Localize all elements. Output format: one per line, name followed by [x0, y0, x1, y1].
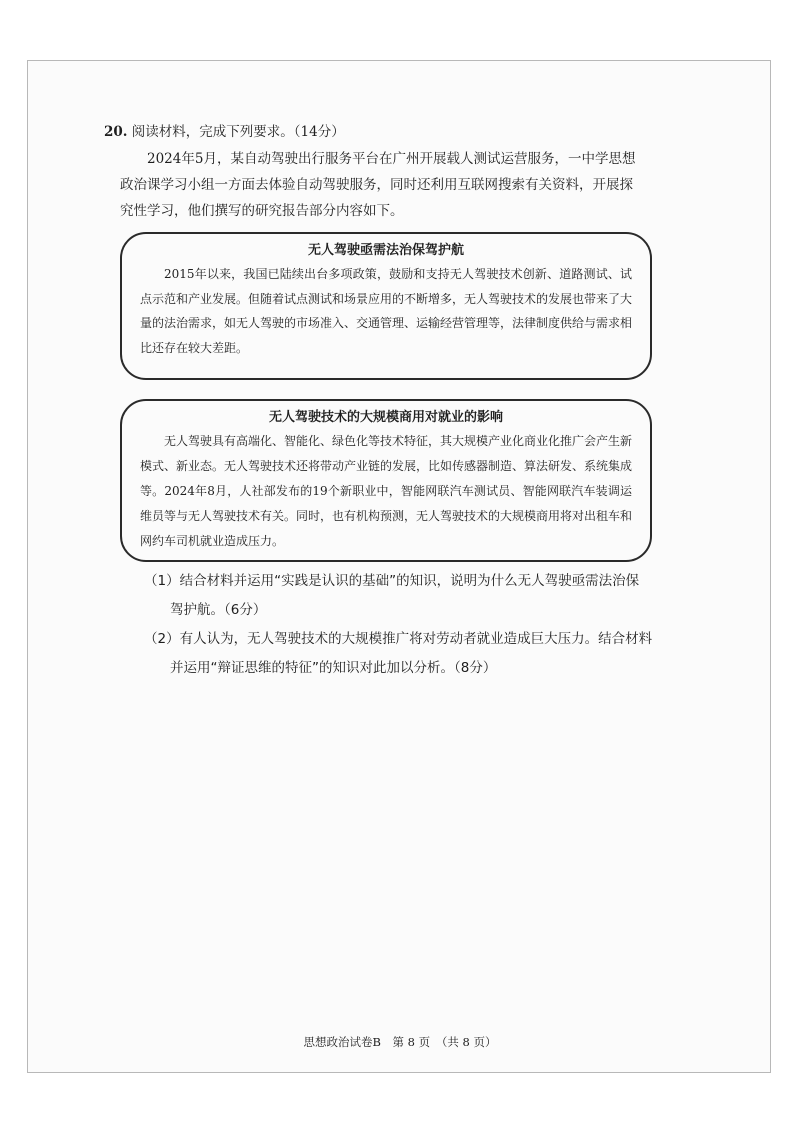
question-header: [104, 120, 345, 140]
sub-question-1-cont: 驾护航。（6分）: [170, 602, 267, 618]
material-box-1: [120, 232, 652, 380]
material-box-2-body: 无人驾驶具有高端化、智能化、绿色化等技术特征，其大规模产业化商业化推广会产生新模式、新业态。无人驾驶技术还将带动产业链的发展，比如传感器制造、算法研发、系统集成等。2024年8月，人社部发布的19个新职业中，智能网联汽车测试员、智能网联汽车装调运维员等与无人驾驶技术有关。同时，也有机构预测，无人驾驶技术的大规模商用将对出租车和网约车司机就业造成压力。: [140, 434, 633, 548]
sub-question-1: [144, 567, 656, 625]
sub-question-1-lead: （1）结合材料并运用“实践是认识的基础”的知识，说明为什么无人驾驶亟需法治保: [144, 573, 640, 589]
question-intro: 2024年5月，某自动驾驶出行服务平台在广州开展载人测试运营服务，一中学思想政治课学习小组一方面去体验自动驾驶服务，同时还利用互联网搜索有关资料，开展探究性学习，他们撰写的研究报告部分内容如下。: [120, 151, 636, 219]
page-footer: 思想政治试卷B 第 8 页 （共 8 页）: [303, 1035, 497, 1049]
sub-question-2-lead: （2）有人认为，无人驾驶技术的大规模推广将对劳动者就业造成巨大压力。结合材料: [144, 631, 653, 647]
material-box-2: [120, 399, 652, 562]
question-number: 20.: [104, 124, 128, 140]
material-box-1-title: 无人驾驶亟需法治保驾护航: [307, 243, 464, 258]
material-box-2-title: 无人驾驶技术的大规模商用对就业的影响: [268, 410, 503, 425]
sub-question-2-cont: 并运用“辩证思维的特征”的知识对此加以分析。（8分）: [170, 660, 497, 676]
material-box-1-body: 2015年以来，我国已陆续出台多项政策，鼓励和支持无人驾驶技术创新、道路测试、试点示范和产业发展。但随着试点测试和场景应用的不断增多，无人驾驶技术的发展也带来了大量的法治需求，如无人驾驶的市场准入、交通管理、运输经营管理等，法律制度供给与需求相比还存在较大差距。: [140, 267, 633, 355]
question-prompt: 阅读材料，完成下列要求。（14分）: [131, 124, 345, 140]
sub-question-2: [144, 625, 656, 683]
